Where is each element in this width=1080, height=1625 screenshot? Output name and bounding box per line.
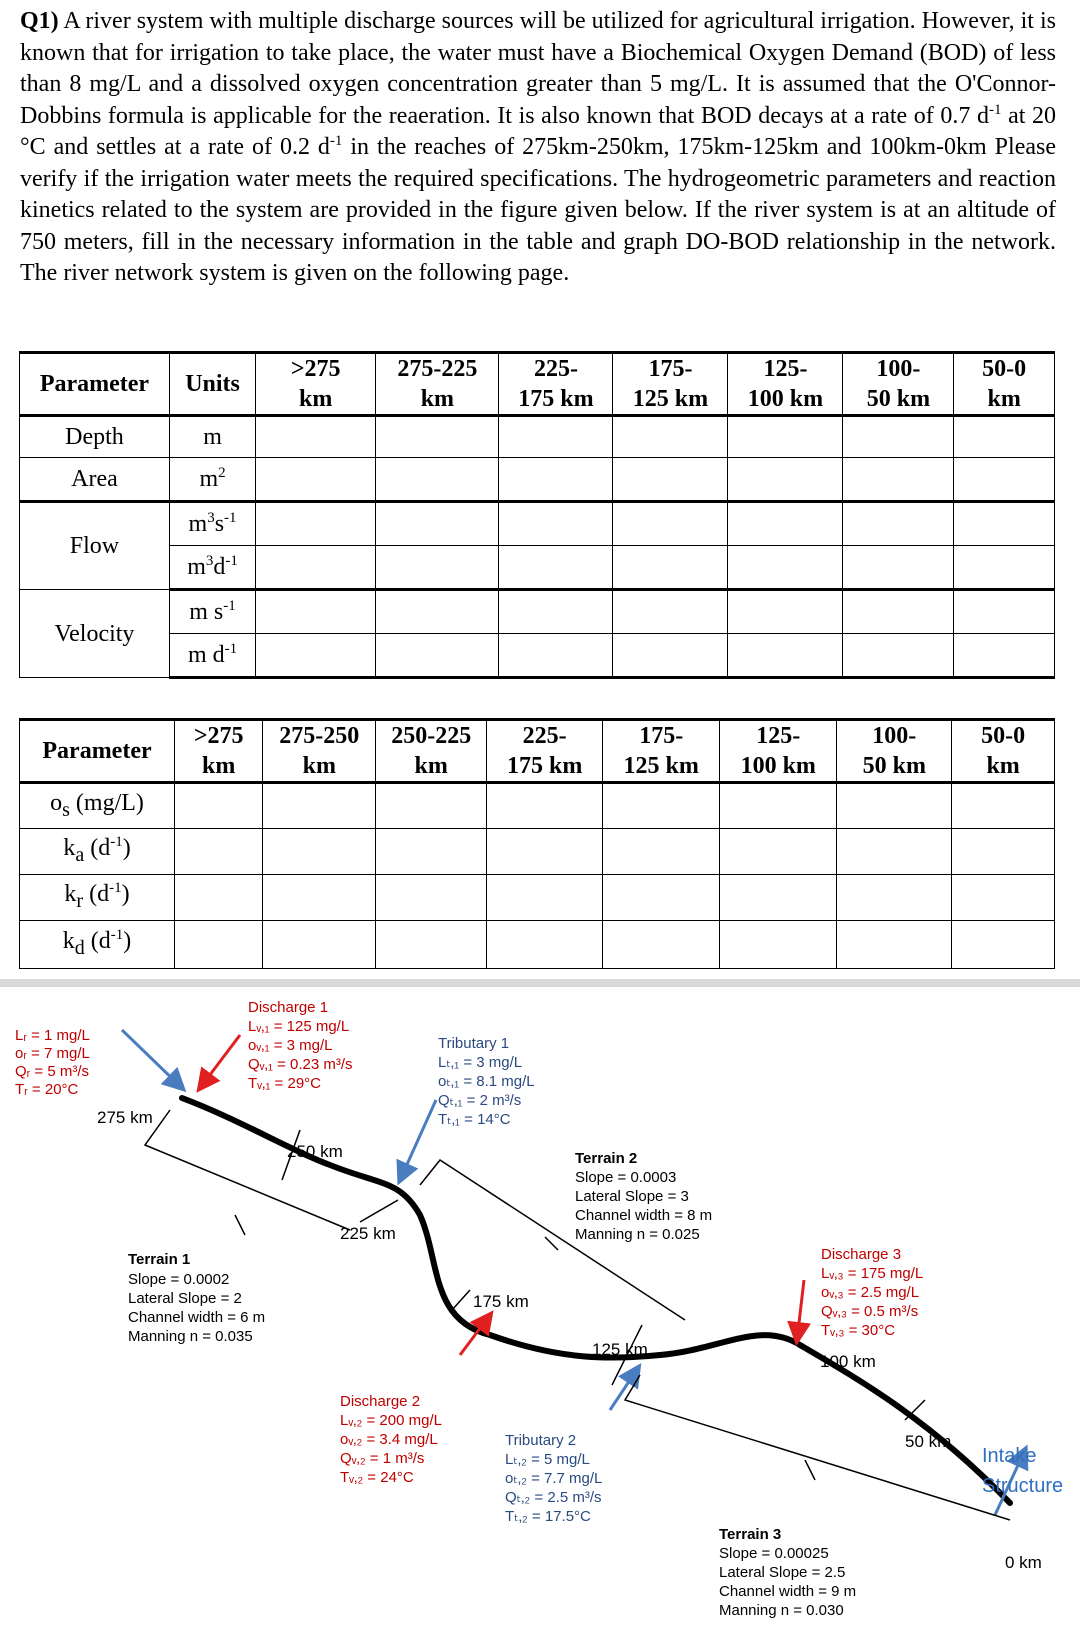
- header-col-text: 175-: [648, 356, 693, 382]
- input-cell[interactable]: [603, 829, 720, 875]
- input-cell[interactable]: [256, 502, 376, 546]
- discharge-3-line: Lᵥ‚₃ = 175 mg/L: [821, 1265, 924, 1282]
- header-col-4: [487, 720, 603, 783]
- subscript: s: [62, 798, 70, 821]
- discharge-1-arrow: [200, 1035, 240, 1088]
- input-cell[interactable]: [952, 783, 1055, 829]
- tick-225km: [360, 1200, 398, 1222]
- terrain-3-line: Lateral Slope = 2.5: [719, 1564, 846, 1581]
- input-cell[interactable]: [613, 416, 728, 458]
- header-col-text: 50-0: [982, 356, 1027, 382]
- input-cell[interactable]: [263, 875, 376, 921]
- input-cell[interactable]: [376, 875, 487, 921]
- header-col-1: [175, 720, 263, 783]
- discharge-1-line: Lᵥ‚₁ = 125 mg/L: [248, 1018, 350, 1035]
- terrain-3-line: Channel width = 9 m: [719, 1583, 857, 1600]
- input-cell[interactable]: [843, 546, 954, 590]
- header-col-text: 175-: [639, 723, 684, 749]
- superscript: -1: [225, 553, 238, 569]
- input-cell[interactable]: [376, 502, 499, 546]
- header-parameter: Parameter: [20, 353, 170, 416]
- terrain-1-info: [128, 1251, 265, 1345]
- input-cell[interactable]: [613, 502, 728, 546]
- row-label-os: [20, 783, 175, 829]
- upstream-conditions: [15, 1027, 90, 1098]
- km-label-50: 50 km: [905, 1432, 952, 1451]
- input-cell[interactable]: [499, 634, 613, 678]
- km-label-275: 275 km: [97, 1108, 153, 1127]
- superscript: -1: [224, 641, 238, 657]
- input-cell[interactable]: [837, 783, 952, 829]
- km-label-225: 225 km: [340, 1224, 396, 1243]
- header-col-text: 50-0: [981, 723, 1026, 749]
- unit-text: m d: [187, 642, 225, 668]
- terrain-1-line: Manning n = 0.035: [128, 1328, 253, 1345]
- terrain-2-title: Terrain 2: [575, 1150, 638, 1167]
- header-col-text: km: [302, 753, 336, 779]
- input-cell[interactable]: [613, 590, 728, 634]
- input-cell[interactable]: [376, 829, 487, 875]
- km-label-250: 250 km: [287, 1142, 343, 1161]
- input-cell[interactable]: [263, 921, 376, 969]
- input-cell[interactable]: [720, 875, 837, 921]
- kinetic-parameters-table: [19, 718, 1055, 969]
- input-cell[interactable]: [954, 590, 1055, 634]
- header-col-text: km: [202, 753, 236, 779]
- input-cell[interactable]: [376, 921, 487, 969]
- input-cell[interactable]: [837, 875, 952, 921]
- header-col-text: 100 km: [747, 386, 824, 412]
- intake-line: Structure: [982, 1475, 1064, 1497]
- intake-structure-label: [982, 1445, 1063, 1497]
- input-cell[interactable]: [603, 783, 720, 829]
- discharge-2-info: [340, 1393, 442, 1486]
- terrain-1-line: Channel width = 6 m: [128, 1309, 266, 1326]
- input-cell[interactable]: [499, 546, 613, 590]
- input-cell[interactable]: [256, 458, 376, 502]
- header-col-text: 50 km: [862, 753, 926, 779]
- input-cell[interactable]: [376, 546, 499, 590]
- superscript: 2: [218, 465, 226, 481]
- input-cell[interactable]: [837, 829, 952, 875]
- header-col-text: >275: [193, 723, 244, 749]
- tick-175km: [452, 1290, 470, 1310]
- upstream-line: oᵣ = 7 mg/L: [15, 1045, 90, 1062]
- input-cell[interactable]: [376, 634, 499, 678]
- terrain-3-title: Terrain 3: [719, 1526, 782, 1543]
- input-cell[interactable]: [256, 590, 376, 634]
- upstream-line: Lᵣ = 1 mg/L: [15, 1027, 90, 1044]
- header-col-7: [954, 353, 1055, 416]
- input-cell[interactable]: [728, 634, 843, 678]
- input-cell[interactable]: [954, 458, 1055, 502]
- header-parameter: Parameter: [20, 720, 175, 783]
- row-label-area: Area: [20, 458, 170, 502]
- superscript: -1: [109, 880, 122, 897]
- input-cell[interactable]: [263, 783, 376, 829]
- terrain-2-line: Channel width = 8 m: [575, 1207, 713, 1224]
- input-cell[interactable]: [175, 829, 263, 875]
- terrain-2-info: [575, 1150, 712, 1243]
- input-cell[interactable]: [613, 546, 728, 590]
- superscript: -1: [110, 927, 124, 944]
- superscript: -1: [224, 510, 237, 526]
- header-col-text: 225-: [522, 723, 567, 749]
- header-col-text: 175 km: [506, 753, 583, 779]
- row-label-flow: Flow: [20, 502, 170, 590]
- input-cell[interactable]: [728, 546, 843, 590]
- input-cell[interactable]: [499, 416, 613, 458]
- header-col-text: km: [414, 753, 448, 779]
- header-col-text: 250-225: [391, 723, 472, 749]
- header-col-text: 125 km: [623, 753, 699, 779]
- tributary-1-info: [438, 1035, 535, 1128]
- input-cell[interactable]: [175, 875, 263, 921]
- header-col-text: 275-250: [279, 723, 360, 749]
- superscript: -1: [110, 834, 123, 851]
- input-cell[interactable]: [843, 590, 954, 634]
- input-cell[interactable]: [843, 416, 954, 458]
- input-cell[interactable]: [603, 921, 720, 969]
- terrain-3-info: [719, 1526, 856, 1619]
- input-cell[interactable]: [603, 875, 720, 921]
- header-col-4: [613, 353, 728, 416]
- input-cell[interactable]: [720, 921, 837, 969]
- input-cell[interactable]: [175, 783, 263, 829]
- input-cell[interactable]: [720, 783, 837, 829]
- discharge-3-title: Discharge 3: [821, 1246, 902, 1263]
- param-unit: (d: [84, 835, 111, 862]
- question-text: [20, 6, 1056, 290]
- input-cell[interactable]: [843, 502, 954, 546]
- input-cell[interactable]: [728, 416, 843, 458]
- tributary-1-line: Qₜ‚₁ = 2 m³/s: [438, 1092, 522, 1109]
- terrain-3-line: Slope = 0.00025: [719, 1545, 829, 1562]
- unit-text: s: [214, 511, 225, 537]
- input-cell[interactable]: [256, 546, 376, 590]
- header-col-text: 100-: [872, 723, 917, 749]
- discharge-1-line: Qᵥ‚₁ = 0.23 m³/s: [248, 1056, 353, 1073]
- header-col-3: [499, 353, 613, 416]
- upstream-line: Tᵣ = 20°C: [15, 1081, 79, 1098]
- superscript: -1: [223, 598, 236, 614]
- param-unit: (d: [83, 881, 110, 908]
- terrain-2-line: Lateral Slope = 3: [575, 1188, 689, 1205]
- discharge-2-title: Discharge 2: [340, 1393, 421, 1410]
- param-symbol: k: [64, 881, 77, 908]
- input-cell[interactable]: [376, 416, 499, 458]
- tributary-2-info: [505, 1432, 602, 1525]
- terrain-1-line: Lateral Slope = 2: [128, 1290, 242, 1307]
- discharge-1-title: Discharge 1: [248, 999, 329, 1016]
- tributary-1-line: oₜ‚₁ = 8.1 mg/L: [438, 1073, 535, 1090]
- tributary-2-line: Lₜ‚₂ = 5 mg/L: [505, 1451, 590, 1468]
- input-cell[interactable]: [952, 875, 1055, 921]
- tributary-2-line: Tₜ‚₂ = 17.5°C: [505, 1508, 591, 1525]
- input-cell[interactable]: [487, 921, 603, 969]
- subscript: r: [76, 889, 84, 912]
- unit-text: m: [187, 554, 206, 580]
- km-label-125: 125 km: [592, 1340, 648, 1359]
- input-cell[interactable]: [376, 458, 499, 502]
- param-unit: ): [122, 835, 131, 862]
- param-unit: (d: [84, 928, 111, 955]
- input-cell[interactable]: [263, 829, 376, 875]
- header-col-text: 125 km: [632, 386, 709, 412]
- header-col-1: >275 km: [256, 353, 376, 416]
- input-cell[interactable]: [954, 502, 1055, 546]
- superscript: -1: [329, 133, 343, 149]
- superscript: -1: [988, 101, 1002, 118]
- input-cell[interactable]: [728, 590, 843, 634]
- superscript: 3: [207, 510, 215, 526]
- unit-text: m s: [189, 599, 224, 625]
- header-col-text: 225-: [533, 356, 578, 382]
- upstream-line: Qᵣ = 5 m³/s: [15, 1063, 90, 1080]
- input-cell[interactable]: [728, 502, 843, 546]
- param-symbol: k: [62, 928, 75, 955]
- input-cell[interactable]: [499, 502, 613, 546]
- discharge-2-line: oᵥ‚₂ = 3.4 mg/L: [340, 1431, 438, 1448]
- discharge-2-line: Tᵥ‚₂ = 24°C: [340, 1469, 414, 1486]
- tributary-1-arrow: [400, 1100, 436, 1180]
- input-cell[interactable]: [613, 634, 728, 678]
- discharge-2-line: Qᵥ‚₂ = 1 m³/s: [340, 1450, 425, 1467]
- terrain-3-line: Manning n = 0.030: [719, 1602, 844, 1619]
- tributary-2-arrow: [610, 1368, 638, 1410]
- header-col-8: [952, 720, 1055, 783]
- input-cell[interactable]: [720, 829, 837, 875]
- unit-text: d: [213, 554, 226, 580]
- param-unit: (mg/L): [69, 789, 144, 816]
- discharge-3-line: oᵥ‚₃ = 2.5 mg/L: [821, 1284, 920, 1301]
- unit-text: m: [188, 511, 208, 537]
- input-cell[interactable]: [175, 921, 263, 969]
- input-cell[interactable]: [954, 416, 1055, 458]
- terrain-2-line: Slope = 0.0003: [575, 1169, 677, 1186]
- tributary-2-title: Tributary 2: [505, 1432, 577, 1449]
- discharge-3-line: Tᵥ‚₃ = 30°C: [821, 1322, 896, 1339]
- discharge-3-arrow: [797, 1280, 804, 1340]
- km-label-100: 100 km: [820, 1352, 876, 1371]
- header-col-text: 50 km: [866, 386, 931, 412]
- header-col-3: [376, 720, 487, 783]
- tributary-2-line: Qₜ‚₂ = 2.5 m³/s: [505, 1489, 602, 1506]
- unit-area: [169, 458, 255, 502]
- input-cell[interactable]: [952, 829, 1055, 875]
- discharge-3-line: Qᵥ‚₃ = 0.5 m³/s: [821, 1303, 919, 1320]
- terrain-1-brace-point: [235, 1215, 245, 1235]
- intake-line: Intake: [982, 1445, 1037, 1467]
- input-cell[interactable]: [487, 783, 603, 829]
- discharge-2-line: Lᵥ‚₂ = 200 mg/L: [340, 1412, 442, 1429]
- input-cell[interactable]: [487, 875, 603, 921]
- param-symbol: k: [63, 835, 76, 862]
- terrain-2-line: Manning n = 0.025: [575, 1226, 700, 1243]
- header-col-text: km: [986, 753, 1020, 779]
- discharge-1-line: oᵥ‚₁ = 3 mg/L: [248, 1037, 333, 1054]
- km-label-175: 175 km: [473, 1292, 529, 1311]
- unit-velocity-per-day: [169, 634, 255, 678]
- param-unit: ): [121, 881, 130, 908]
- row-label-depth: Depth: [20, 416, 170, 458]
- header-col-5: [728, 353, 843, 416]
- header-units: Units: [169, 353, 255, 416]
- unit-flow-per-second: [169, 502, 255, 546]
- page-separator: [0, 979, 1080, 987]
- unit-depth: m: [169, 416, 255, 458]
- row-label-kr: [20, 875, 175, 921]
- unit-text: m: [199, 466, 219, 492]
- header-col-text: km: [420, 386, 455, 412]
- input-cell[interactable]: [256, 416, 376, 458]
- row-label-ka: [20, 829, 175, 875]
- tributary-1-title: Tributary 1: [438, 1035, 510, 1052]
- question-label: Q1): [20, 8, 59, 34]
- km-label-0: 0 km: [1005, 1553, 1042, 1572]
- input-cell[interactable]: [613, 458, 728, 502]
- subscript: d: [74, 936, 85, 959]
- input-cell[interactable]: [376, 590, 499, 634]
- hydraulic-parameters-table: [19, 351, 1055, 679]
- terrain-1-title: Terrain 1: [128, 1251, 191, 1268]
- terrain-3-brace-point: [805, 1460, 815, 1480]
- input-cell[interactable]: [256, 634, 376, 678]
- question-text-part: at 20 °C and settles at a rate of 0.2 d: [20, 102, 1056, 160]
- input-cell[interactable]: [487, 829, 603, 875]
- subscript: a: [75, 843, 85, 866]
- superscript: 3: [205, 553, 214, 569]
- row-label-kd: [20, 921, 175, 969]
- header-col-2: [263, 720, 376, 783]
- header-col-6: [720, 720, 837, 783]
- discharge-1-info: [248, 999, 353, 1092]
- header-col-text: 100 km: [740, 753, 816, 779]
- upstream-inflow-arrow: [122, 1030, 182, 1088]
- param-symbol: o: [50, 789, 63, 816]
- input-cell[interactable]: [954, 546, 1055, 590]
- discharge-1-line: Tᵥ‚₁ = 29°C: [248, 1075, 321, 1092]
- header-col-text: 100-: [876, 356, 921, 382]
- header-col-text: 125-: [763, 356, 808, 382]
- header-col-text: km: [987, 386, 1021, 412]
- header-col-text: 125-: [756, 723, 801, 749]
- input-cell[interactable]: [843, 458, 954, 502]
- input-cell[interactable]: [954, 634, 1055, 678]
- input-cell[interactable]: [499, 590, 613, 634]
- tributary-1-line: Tₜ‚₁ = 14°C: [438, 1111, 511, 1128]
- unit-flow-per-day: [169, 546, 255, 590]
- question-text-part: in the reaches of 275km-250km, 175km-125km and 100km-0km Please verify if the irrigation water meets the required specifications. The hydrogeometric parameters and reaction kinetics related to the system are provided in the figure given below. If the river system is at an altitude of 750 meters, fill in the necessary information in the table and graph DO-BOD relationship in the network. The river network system is given on the following page.: [20, 134, 1056, 286]
- input-cell[interactable]: [499, 458, 613, 502]
- header-col-2: [376, 353, 499, 416]
- input-cell[interactable]: [837, 921, 952, 969]
- input-cell[interactable]: [843, 634, 954, 678]
- river-network-diagram: [0, 990, 1080, 1625]
- question-text-part: A river system with multiple discharge sources will be utilized for agricultural irrigation. However, it is known that for irrigation to take place, the water must have a Biochemical Oxygen Demand (BOD) of less than 8 mg/L and a dissolved oxygen concentration greater than 5 mg/L. It is assumed that the O'Connor-Dobbins formula is applicable for the reaeration. It is also known that BOD decays at a rate of 0.7 d: [20, 8, 1056, 129]
- unit-velocity-per-second: [169, 590, 255, 634]
- terrain-1-line: Slope = 0.0002: [128, 1271, 230, 1288]
- input-cell[interactable]: [952, 921, 1055, 969]
- row-label-velocity: Velocity: [20, 590, 170, 678]
- header-col-text: 175 km: [518, 386, 594, 412]
- tributary-2-line: oₜ‚₂ = 7.7 mg/L: [505, 1470, 603, 1487]
- input-cell[interactable]: [728, 458, 843, 502]
- tributary-1-line: Lₜ‚₁ = 3 mg/L: [438, 1054, 523, 1071]
- header-col-text: 275-225: [397, 356, 478, 382]
- header-col-6: [843, 353, 954, 416]
- param-unit: ): [123, 928, 132, 955]
- header-col-5: [603, 720, 720, 783]
- terrain-2-brace-point: [545, 1237, 558, 1250]
- header-col-7: [837, 720, 952, 783]
- input-cell[interactable]: [376, 783, 487, 829]
- discharge-3-info: [821, 1246, 923, 1339]
